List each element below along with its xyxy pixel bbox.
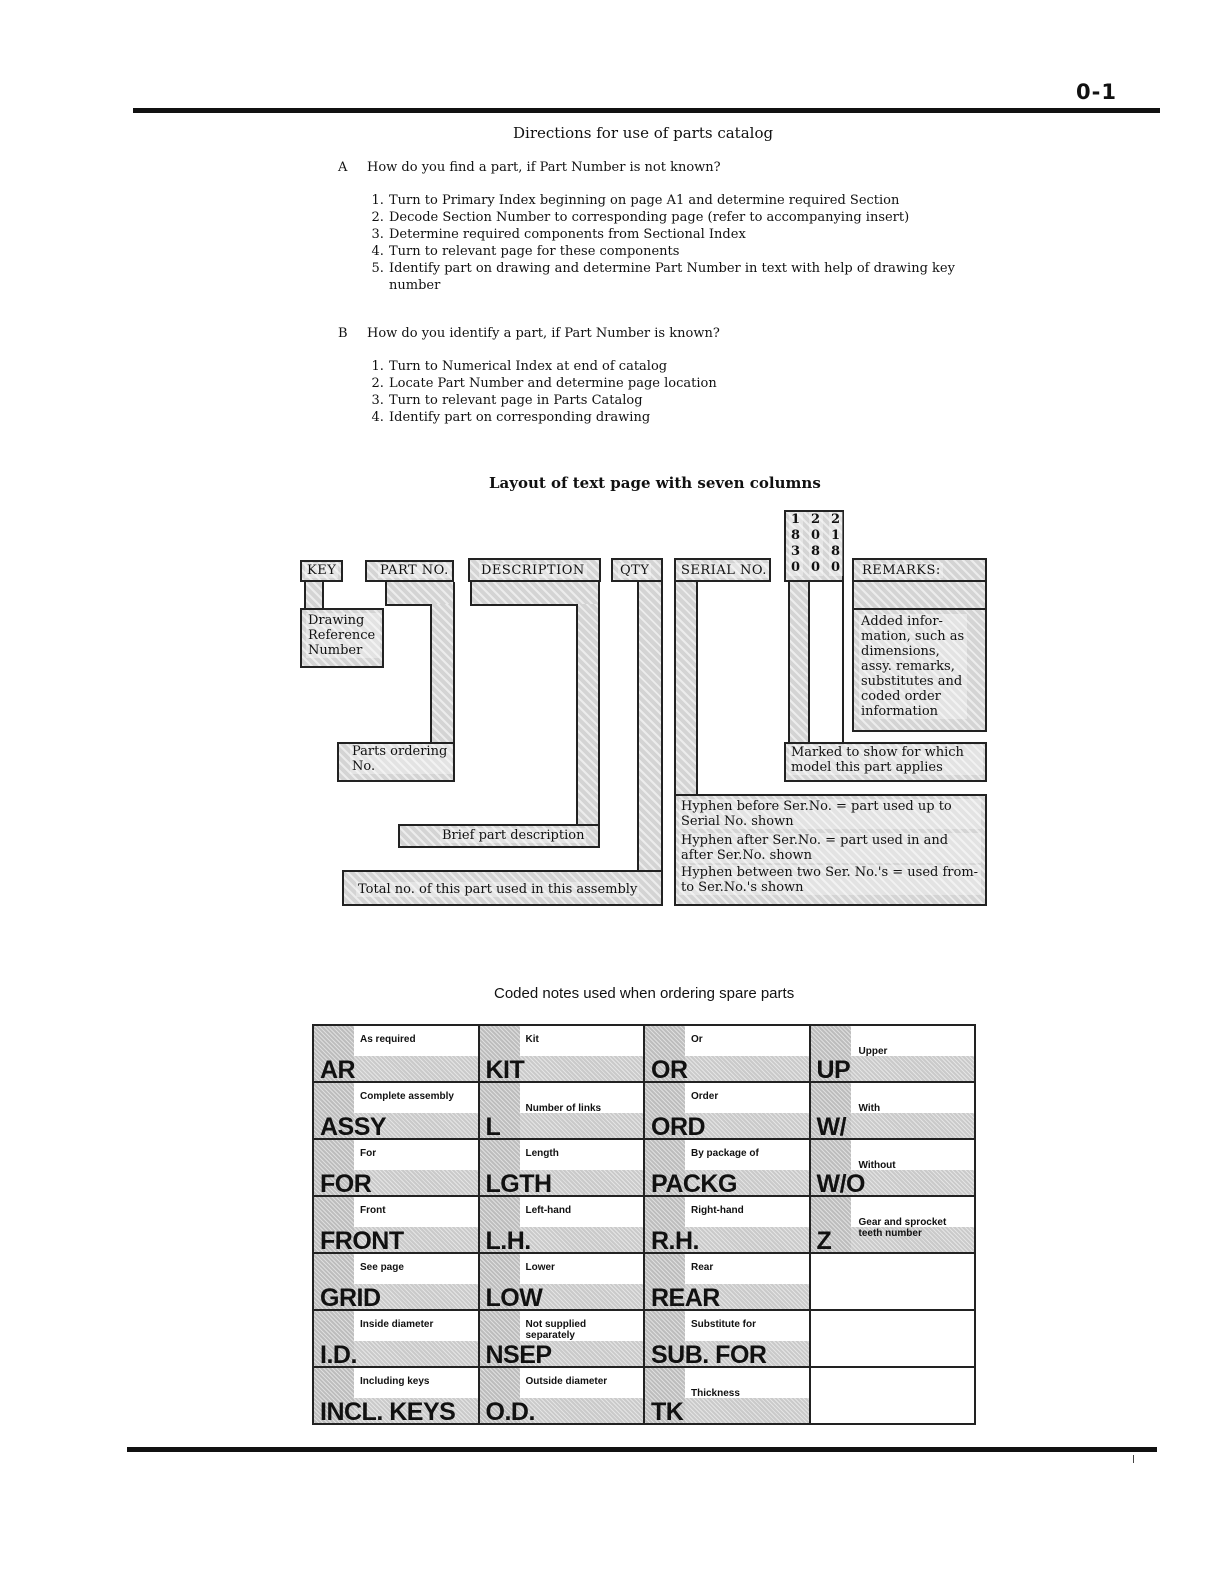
- code-abbreviation: TK: [651, 1398, 684, 1424]
- code-cell: [313, 1082, 479, 1139]
- code-description: Including keys: [360, 1376, 430, 1387]
- step-item: 5. Identify part on drawing and determine Part Number in text with help of drawing key number: [388, 260, 968, 294]
- code-row: [313, 1139, 975, 1196]
- code-cell: [810, 1310, 976, 1367]
- code-description: Front: [360, 1205, 386, 1216]
- code-abbreviation: R.H.: [651, 1227, 699, 1253]
- code-description: Right-hand: [691, 1205, 744, 1216]
- code-row: [313, 1082, 975, 1139]
- code-description: Number of links: [525, 1103, 602, 1114]
- code-abbreviation: I.D.: [320, 1341, 357, 1367]
- code-description: Rear: [691, 1262, 714, 1273]
- header-qty: QTY: [620, 563, 650, 578]
- code-cell: [644, 1082, 810, 1139]
- code-cell: [313, 1139, 479, 1196]
- code-description: Order: [691, 1091, 719, 1102]
- note-added-info: Added infor- mation, such as dimensions, assy. remarks, substitutes and coded order information: [859, 614, 967, 719]
- code-description: Thickness: [691, 1388, 740, 1399]
- section-b-question: How do you identify a part, if Part Number is known?: [367, 326, 720, 341]
- bottom-tick: [1133, 1455, 1134, 1463]
- step-item: 3. Turn to relevant page in Parts Catalog: [388, 392, 968, 409]
- code-cell: [313, 1253, 479, 1310]
- step-item: 1. Turn to Primary Index beginning on page A1 and determine required Section: [388, 192, 968, 209]
- header-key: KEY: [307, 563, 337, 578]
- code-description: Upper: [858, 1046, 888, 1057]
- code-cell: [644, 1139, 810, 1196]
- note-hyphen-after: Hyphen after Ser.No. = part used in and after Ser.No. shown: [679, 833, 981, 863]
- code-abbreviation: W/: [816, 1113, 847, 1139]
- header-remarks: REMARKS:: [862, 563, 941, 578]
- remarks-connector: [852, 582, 987, 610]
- code-abbreviation: ASSY: [320, 1113, 387, 1139]
- code-description: Lower: [525, 1262, 555, 1273]
- header-serial-no: SERIAL NO.: [681, 563, 767, 578]
- code-abbreviation: UP: [816, 1056, 851, 1082]
- code-cell: [313, 1310, 479, 1367]
- code-cell: [479, 1196, 645, 1253]
- code-description: Inside diameter: [360, 1319, 434, 1330]
- page-title: Directions for use of parts catalog: [513, 124, 774, 142]
- coded-notes-title: Coded notes used when ordering spare parts: [494, 985, 795, 1002]
- code-abbreviation: FRONT: [320, 1227, 404, 1253]
- code-abbreviation: ORD: [651, 1113, 706, 1139]
- code-cell: [479, 1139, 645, 1196]
- code-cell: [644, 1196, 810, 1253]
- section-a-letter: A: [338, 160, 348, 175]
- code-description: Not supplied separately: [525, 1319, 587, 1341]
- code-cell: [644, 1253, 810, 1310]
- code-shading-bar: [480, 1113, 644, 1138]
- model-column-1: 1 8 3 0: [789, 512, 803, 576]
- code-description: Substitute for: [691, 1319, 756, 1330]
- code-abbreviation: INCL. KEYS: [320, 1398, 456, 1424]
- code-abbreviation: LGTH: [485, 1170, 552, 1196]
- code-description: Kit: [525, 1034, 539, 1045]
- model-column-2: 2 0 8 0: [809, 512, 823, 576]
- code-cell: [810, 1367, 976, 1424]
- code-row: [313, 1196, 975, 1253]
- code-abbreviation: OR: [651, 1056, 688, 1082]
- step-item: 4. Identify part on corresponding drawing: [388, 409, 968, 426]
- code-description: Gear and sprocket teeth number: [858, 1217, 947, 1239]
- code-abbreviation: Z: [816, 1227, 832, 1253]
- page-number: 0-1: [1076, 80, 1117, 104]
- code-cell: [313, 1025, 479, 1082]
- code-abbreviation: GRID: [320, 1284, 381, 1310]
- code-abbreviation: LOW: [485, 1284, 543, 1310]
- code-abbreviation: L: [485, 1113, 501, 1139]
- qty-column: [637, 582, 663, 872]
- code-abbreviation: FOR: [320, 1170, 372, 1196]
- code-cell: [479, 1082, 645, 1139]
- code-cell: [313, 1196, 479, 1253]
- model-column-right: [810, 582, 844, 744]
- header-description: DESCRIPTION: [481, 563, 585, 578]
- code-cell: [810, 1025, 976, 1082]
- code-abbreviation: REAR: [651, 1284, 720, 1310]
- code-cell: [479, 1253, 645, 1310]
- layout-diagram-title: Layout of text page with seven columns: [489, 474, 821, 492]
- step-item: 3. Determine required components from Sectional Index: [388, 226, 968, 243]
- description-column: [576, 604, 600, 826]
- code-cell: [644, 1025, 810, 1082]
- code-abbreviation: SUB. FOR: [651, 1341, 767, 1367]
- description-top-bar: [470, 582, 600, 606]
- code-abbreviation: L.H.: [485, 1227, 531, 1253]
- code-row: [313, 1253, 975, 1310]
- code-description: See page: [360, 1262, 404, 1273]
- step-item: 2. Decode Section Number to corresponding page (refer to accompanying insert): [388, 209, 968, 226]
- model-column-left: [788, 582, 810, 744]
- code-abbreviation: O.D.: [485, 1398, 535, 1424]
- code-row: [313, 1310, 975, 1367]
- code-cell: [810, 1139, 976, 1196]
- step-item: 4. Turn to relevant page for these components: [388, 243, 968, 260]
- part-no-top-bar: [385, 582, 455, 606]
- code-description: For: [360, 1148, 377, 1159]
- code-description: Left-hand: [525, 1205, 572, 1216]
- code-description: Outside diameter: [525, 1376, 608, 1387]
- code-description: Complete assembly: [360, 1091, 454, 1102]
- code-cell: [810, 1082, 976, 1139]
- header-part-no: PART NO.: [380, 563, 449, 578]
- note-parts-ordering: Parts ordering No.: [350, 744, 452, 774]
- code-abbreviation: KIT: [485, 1056, 525, 1082]
- note-hyphen-between: Hyphen between two Ser. No.'s = used from-to Ser.No.'s shown: [679, 865, 981, 895]
- code-abbreviation: W/O: [816, 1170, 865, 1196]
- section-b-letter: B: [338, 326, 348, 341]
- note-total-no: Total no. of this part used in this assembly: [358, 882, 638, 897]
- code-abbreviation: NSEP: [485, 1341, 552, 1367]
- section-a-question: How do you find a part, if Part Number is not known?: [367, 160, 721, 175]
- code-row: [313, 1025, 975, 1082]
- code-cell: [810, 1253, 976, 1310]
- code-cell: [644, 1367, 810, 1424]
- code-abbreviation: AR: [320, 1056, 356, 1082]
- code-abbreviation: PACKG: [651, 1170, 737, 1196]
- part-no-column: [430, 604, 455, 744]
- note-brief-desc: Brief part description: [442, 828, 585, 843]
- code-description: Length: [525, 1148, 559, 1159]
- step-item: 1. Turn to Numerical Index at end of catalog: [388, 358, 968, 375]
- code-description: Or: [691, 1034, 703, 1045]
- code-cell: [479, 1367, 645, 1424]
- code-row: [313, 1367, 975, 1424]
- code-cell: [313, 1367, 479, 1424]
- code-cell: [479, 1310, 645, 1367]
- note-hyphen-before: Hyphen before Ser.No. = part used up to Serial No. shown: [679, 799, 981, 829]
- coded-notes-table: [312, 1024, 976, 1425]
- code-description: As required: [360, 1034, 416, 1045]
- code-description: With: [858, 1103, 881, 1114]
- code-cell: [644, 1310, 810, 1367]
- model-column-3: 2 1 8 0: [829, 512, 843, 576]
- bottom-rule: [127, 1447, 1157, 1452]
- code-cell: [479, 1025, 645, 1082]
- code-description: Without: [858, 1160, 896, 1171]
- note-drawing-ref: Drawing Reference Number: [306, 613, 380, 658]
- note-marked: Marked to show for which model this part applies: [789, 745, 983, 775]
- code-cell: [810, 1196, 976, 1253]
- step-item: 2. Locate Part Number and determine page location: [388, 375, 968, 392]
- serial-column: [674, 582, 698, 796]
- code-description: By package of: [691, 1148, 759, 1159]
